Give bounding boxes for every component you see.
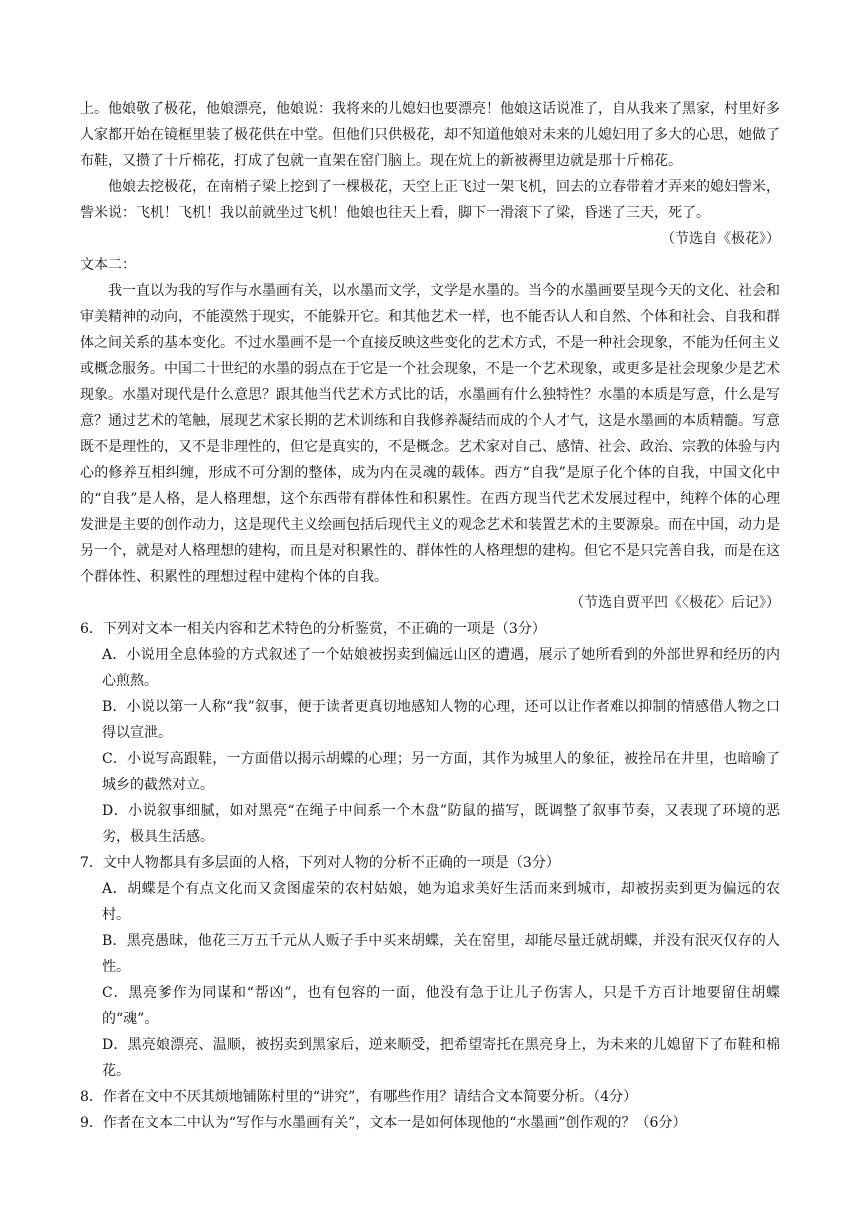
text1-paragraph-1: 上。他娘敬了极花，他娘漂亮，他娘说：我将来的儿媳妇也要漂亮！他娘这话说准了，自从我来了黑家，村里好多人家都开始在镜框里装了极花供在中堂。但他们只供极花，却不知道他娘对未来的儿媳妇用了多大的心思，她做了布鞋，又攒了十斤棉花，打成了包就一直架在窑门脑上。现在炕上的新被褥里边就是那十斤棉花。 xyxy=(80,101,780,169)
option-b: B．黑亮愚昧，他花三万五千元从人贩子手中买来胡蝶，关在窑里，却能尽量迁就胡蝶，并没有泯灭仅存的人性。 xyxy=(102,933,780,975)
question-6 xyxy=(80,616,780,850)
text2-paragraph: 我一直以为我的写作与水墨画有关，以水墨而文学，文学是水墨的。当今的水墨画要呈现今天的文化、社会和审美精神的动向，不能漠然于现实，不能躲开它。和其他艺术一样，也不能否认人和自然、个体和社会、自我和群体之间关系的基本变化。不过水墨画不是一个直接反映这些变化的艺术方式，不是一种社会现象，不能为任何主义或概念服务。中国二十世纪的水墨的弱点在于它是一个社会现象，不是一个艺术现象，或更多是社会现象少是艺术现象。水墨对现代是什么意思？跟其他当代艺术方式比的话，水墨画有什么独特性？水墨的本质是写意，什么是写意？通过艺术的笔触，展现艺术家长期的艺术训练和自我修养凝结而成的个人才气，这是水墨画的本质精髓。写意既不是理性的，又不是非理性的，但它是真实的，不是概念。艺术家对自己、感情、社会、政治、宗教的体验与内心的修养互相纠缠，形成不可分割的整体，成为内在灵魂的载体。西方“自我”是原子化个体的自我，中国文化中的“自我”是人格，是人格理想，这个东西带有群体性和积累性。在西方现当代艺术发展过程中，纯粹个体的心理发泄是主要的创作动力，这是现代主义绘画包括后现代主义的观念艺术和装置艺术的主要源泉。而在中国，动力是另一个，就是对人格理想的建构，而且是对积累性的、群体性的人格理想的建构。但它不是只完善自我，而是在这个群体性、积累性的理想过程中建构个体的自我。 xyxy=(80,283,780,585)
question-7 xyxy=(80,850,780,1084)
option-d: D．黑亮娘漂亮、温顺，被拐卖到黑家后，逆来顺受，把希望寄托在黑亮身上，为未来的儿媳留下了布鞋和棉花。 xyxy=(102,1037,780,1079)
option-d: D．小说叙事细腻，如对黑亮“在绳子中间系一个木盘”防鼠的描写，既调整了叙事节奏，又表现了环境的恶劣，极具生活感。 xyxy=(102,803,780,845)
option-b: B．小说以第一人称“我”叙事，便于读者更真切地感知人物的心理，还可以让作者难以抑制的情感借人物之口得以宣泄。 xyxy=(102,699,780,741)
text2-source: （节选自贾平凹《〈极花〉后记》） xyxy=(570,595,780,611)
text1-paragraph-2: 他娘去挖极花，在南梢子梁上挖到了一棵极花，天空上正飞过一架飞机，回去的立春带着才弄来的媳妇訾米，訾米说：飞机！飞机！我以前就坐过飞机！他娘也往天上看，脚下一滑滚下了梁，昏迷了三天，死了。 xyxy=(80,179,780,221)
document-page xyxy=(80,96,780,1136)
question-stem: 6．下列对文本一相关内容和艺术特色的分析鉴赏，不正确的一项是（3分） xyxy=(80,621,546,637)
option-a: A．胡蝶是个有点文化而又贪图虚荣的农村姑娘，她为追求美好生活而来到城市，却被拐卖到更为偏远的农村。 xyxy=(102,881,780,923)
question-9: 9．作者在文本二中认为“写作与水墨画有关”，文本一是如何体现他的“水墨画”创作观的？（6分） xyxy=(80,1115,687,1131)
option-c: C．黑亮爹作为同谋和“帮凶”，也有包容的一面，他没有急于让儿子伤害人，只是千方百计地要留住胡蝶的“魂”。 xyxy=(102,985,780,1027)
option-a: A．小说用全息体验的方式叙述了一个姑娘被拐卖到偏远山区的遭遇，展示了她所看到的外部世界和经历的内心煎熬。 xyxy=(102,647,780,689)
text1-source: （节选自《极花》） xyxy=(661,231,780,247)
question-8: 8．作者在文中不厌其烦地铺陈村里的“讲究”，有哪些作用？请结合文本简要分析。（4分） xyxy=(80,1089,638,1105)
option-c: C．小说写高跟鞋，一方面借以揭示胡蝶的心理；另一方面，其作为城里人的象征，被拴吊在井里，也暗喻了城乡的截然对立。 xyxy=(102,751,780,793)
text2-label: 文本二： xyxy=(80,257,136,273)
question-stem: 7．文中人物都具有多层面的人格，下列对人物的分析不正确的一项是（3分） xyxy=(80,855,560,871)
